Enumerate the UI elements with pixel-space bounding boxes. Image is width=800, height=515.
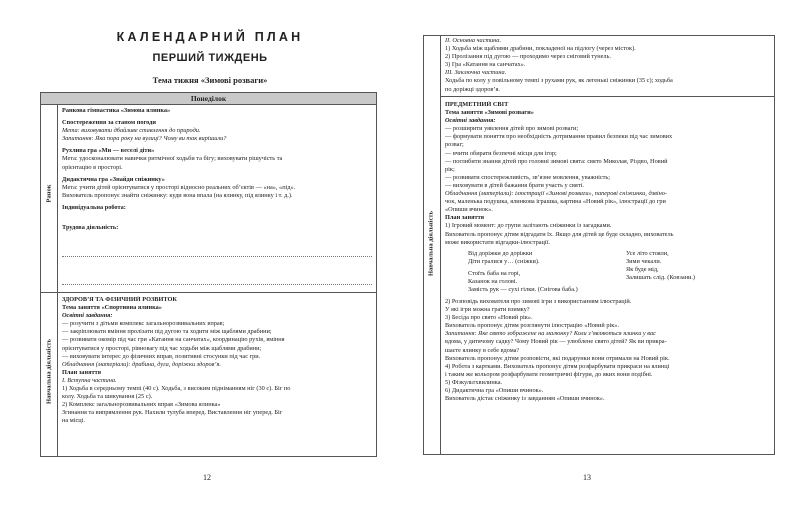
text-line: Вихователь пропонує дітям відгадати їх. Якщо для дітей це буде складно, вихователь — [445, 230, 674, 238]
riddle-line: Залишать слід. (Ковзани.) — [626, 274, 696, 282]
activity-label: Навчальна діяльність — [427, 211, 435, 277]
text-line: шаєте ялинку в себе вдома? — [445, 346, 520, 354]
week-theme: Тема тижня «Зимові розваги» — [152, 75, 268, 85]
text-line: 6) Дидактична гра «Опиши вчинок». — [445, 387, 544, 395]
text-line: Трудова діяльність: — [62, 224, 119, 232]
page-number: 13 — [583, 473, 591, 482]
riddle-line: Стоїть баба на горі, — [468, 270, 521, 278]
riddles-right — [626, 250, 766, 282]
text-line: на місці. — [62, 417, 85, 425]
activity-continued — [445, 37, 771, 94]
text-line: Вихователь дістає сніжинку із завданням «Опиши вчинок». — [445, 395, 605, 403]
text-line: — закріплювати вміння пролізати під дугою та ходити між щаблями драбини; — [62, 328, 272, 336]
text-line: 5) Фізкультхвилинка. — [445, 378, 503, 386]
text-line: орієнтацію в просторі. — [62, 163, 123, 171]
day-header: Понеділок — [41, 93, 376, 105]
text-line: «Опиши вчинок». — [445, 206, 493, 214]
text-line: 1) Ігровий момент: до групи залітають сніжинки із загадками. — [445, 222, 612, 230]
text-line: колу. Ходьба та шикування (25 с). — [62, 393, 153, 401]
text-line: ІІІ. Заключна частина. — [445, 69, 507, 77]
text-line: Ранкова гімнастика «Зимова ялинка» — [62, 107, 171, 114]
text-line: Тема заняття «Зимові розваги» — [445, 109, 534, 117]
riddles-left — [468, 250, 638, 294]
label-column-divider — [440, 36, 441, 454]
text-line: 3) Бесіда про свято «Новий рік». — [445, 314, 533, 322]
riddle-line: Від доріжки до доріжки — [468, 250, 533, 257]
text-line: — формувати поняття про необхідність дотримання правил безпеки під час зимових — [445, 133, 673, 141]
text-line: Спостереження за станом погоди — [62, 119, 156, 127]
lesson-plan-content — [445, 298, 771, 403]
riddle-line: Усе літо стояли, — [626, 250, 669, 257]
text-line: по доріжці здоров’я. — [445, 85, 500, 93]
text-line: — виховувати в дітей бажання брати участь у святі. — [445, 181, 584, 189]
text-line: і таким же кольором розфарбувати геометричні фігури, до яких вони подібні. — [445, 370, 653, 378]
plan-title: КАЛЕНДАРНИЙ ПЛАН — [116, 30, 304, 44]
text-line: — розучити з дітьми комплекс загальнорозвивальних вправ; — [62, 320, 225, 328]
text-line: Рухлива гра «Ми — веселі діти» — [62, 147, 155, 155]
text-line: Тема заняття «Спортивна ялинка» — [62, 304, 162, 312]
text-line: — виховувати інтерес до фізичних вправ, позитивні стосунки під час гри. — [62, 352, 261, 360]
text-line: ІІ. Основна частина. — [445, 37, 502, 44]
text-line: орієнтуватися у просторі, рівновагу під час ходьби між щаблями драбини; — [62, 344, 262, 352]
riddle-line: Діти гралися у… (сніжки). — [468, 258, 540, 266]
text-line: — розвивати спостережливість, зв’язне мовлення, уважність; — [445, 173, 611, 181]
text-line: План заняття — [62, 368, 102, 376]
individual-work-line — [62, 256, 372, 257]
text-line: 2) Розповідь вихователя про зимові ігри з використанням ілюстрацій. — [445, 298, 632, 305]
text-line: — розвивати окомір під час гри «Катання на санчатах», координацію рухів, вміння — [62, 336, 285, 344]
text-line: 3) Гра «Катання на санчатах». — [445, 61, 526, 69]
text-line: Ходьба по колу у повільному темпі з рухами рук, як легенькі сніжинки (35 с); ходьба — [445, 77, 673, 85]
text-line: Освітні завдання: — [62, 312, 113, 320]
riddle-line: Казанок на голові. — [468, 278, 518, 286]
text-line: Запитання: Яка пора року на вулиці? Чому ви так вирішили? — [62, 135, 227, 143]
page-number: 12 — [203, 473, 211, 482]
text-line: Дидактична гра «Знайди сніжинку» — [62, 175, 165, 183]
text-line: У які ігри можна грати взимку? — [445, 306, 530, 314]
text-line: Мета: учити дітей орієнтуватися у просторі відносно реальних об’єктів — «на», «під». — [62, 183, 296, 191]
text-line: ЗДОРОВ’Я ТА ФІЗИЧНИЙ РОЗВИТОК — [62, 296, 177, 303]
text-line: — вчити обирати безпечні місця для ігор; — [445, 149, 557, 157]
text-line: 4) Робота з картками. Вихователь пропонує дітям розфарбувати прикраси на ялинці — [445, 362, 670, 370]
text-line: рік; — [445, 165, 455, 173]
text-line: ПРЕДМЕТНИЙ СВІТ — [445, 101, 509, 108]
text-line: 2) Пролізання під дугою — проходимо через сніговий тунель. — [445, 53, 611, 61]
text-line: — поглибити знання дітей про головні зимові свята: свято Миколая, Різдво, Новий — [445, 157, 668, 165]
text-line: Запитання: Яке свято зображене на малюнку? Коли з’являються ялинки у вас — [445, 330, 656, 338]
subject-world-content — [445, 101, 771, 247]
text-line: Згинання та випрямлення рук. Нахили тулуба вперед. Виставлення ніг уперед. Біг — [62, 409, 283, 417]
text-line: Вихователь пропонує дітям розповісти, які подарунки вони отримали на Новий рік. — [445, 354, 670, 362]
text-line: Освітні завдання: — [445, 117, 496, 125]
text-line: 1) Ходьба між щаблями драбини, покладеної на підлогу (через місток). — [445, 45, 636, 53]
text-line: Вихователь пропонує дітям розглянути ілюстрацію «Новий рік». — [445, 322, 620, 330]
riddle-line: Як буде мід, — [626, 266, 659, 274]
text-line: Мета: удосконалювати навички ритмічної ходьби та бігу; виховувати рішучість та — [62, 155, 283, 163]
morning-content — [62, 107, 374, 232]
riddle-line: Зими чекали. — [626, 258, 662, 266]
text-line: 1) Ходьба в середньому темпі (40 с). Ходьба, з високим підніманням ніг (30 с). Біг по — [62, 385, 291, 393]
text-line: Мета: виховувати дбайливе ставлення до природи. — [62, 127, 201, 135]
activity-label: Навчальна діяльність — [45, 339, 53, 405]
morning-label: Ранок — [45, 184, 53, 203]
text-line: вдома, у дитячому садку? Чому Новий рік — улюблене свято дітей? Як ви прикра- — [445, 338, 667, 346]
text-line: І. Вступна частина. — [62, 376, 117, 384]
riddle-line: Замість рук — сухі гілки. (Снігова баба.) — [468, 286, 578, 294]
text-line: — розширити уявлення дітей про зимові розваги; — [445, 125, 579, 133]
text-line: може використати відгадки-ілюстрації. — [445, 238, 550, 246]
labor-activity-line — [62, 284, 372, 285]
activity-content — [62, 296, 374, 426]
label-column-divider — [57, 104, 58, 456]
text-line: чок, маленька подушка, ялинкова іграшка, картина «Новий рік», ілюстрації до гри — [445, 198, 666, 206]
text-line: Обладнання (матеріали): драбина, дуга, доріжки здоров’я. — [62, 360, 222, 368]
week-title: ПЕРШИЙ ТИЖДЕНЬ — [152, 52, 268, 64]
text-line: Обладнання (матеріали): ілюстрації «Зимові розваги», паперові сніжинки, дзвіно- — [445, 190, 667, 198]
section-divider — [41, 292, 376, 293]
text-line: Індивідуальна робота: — [62, 203, 126, 211]
right-page — [400, 0, 800, 515]
section-divider — [441, 96, 774, 97]
text-line: розваг; — [445, 141, 464, 149]
text-line: 2) Комплекс загальнорозвивальних вправ «Зимова ялинка» — [62, 401, 221, 409]
text-line: План заняття — [445, 214, 485, 222]
text-line: Вихователь пропонує знайти сніжинку: куди вона впала (на ялинку, під ялинку і т. д.). — [62, 191, 293, 199]
